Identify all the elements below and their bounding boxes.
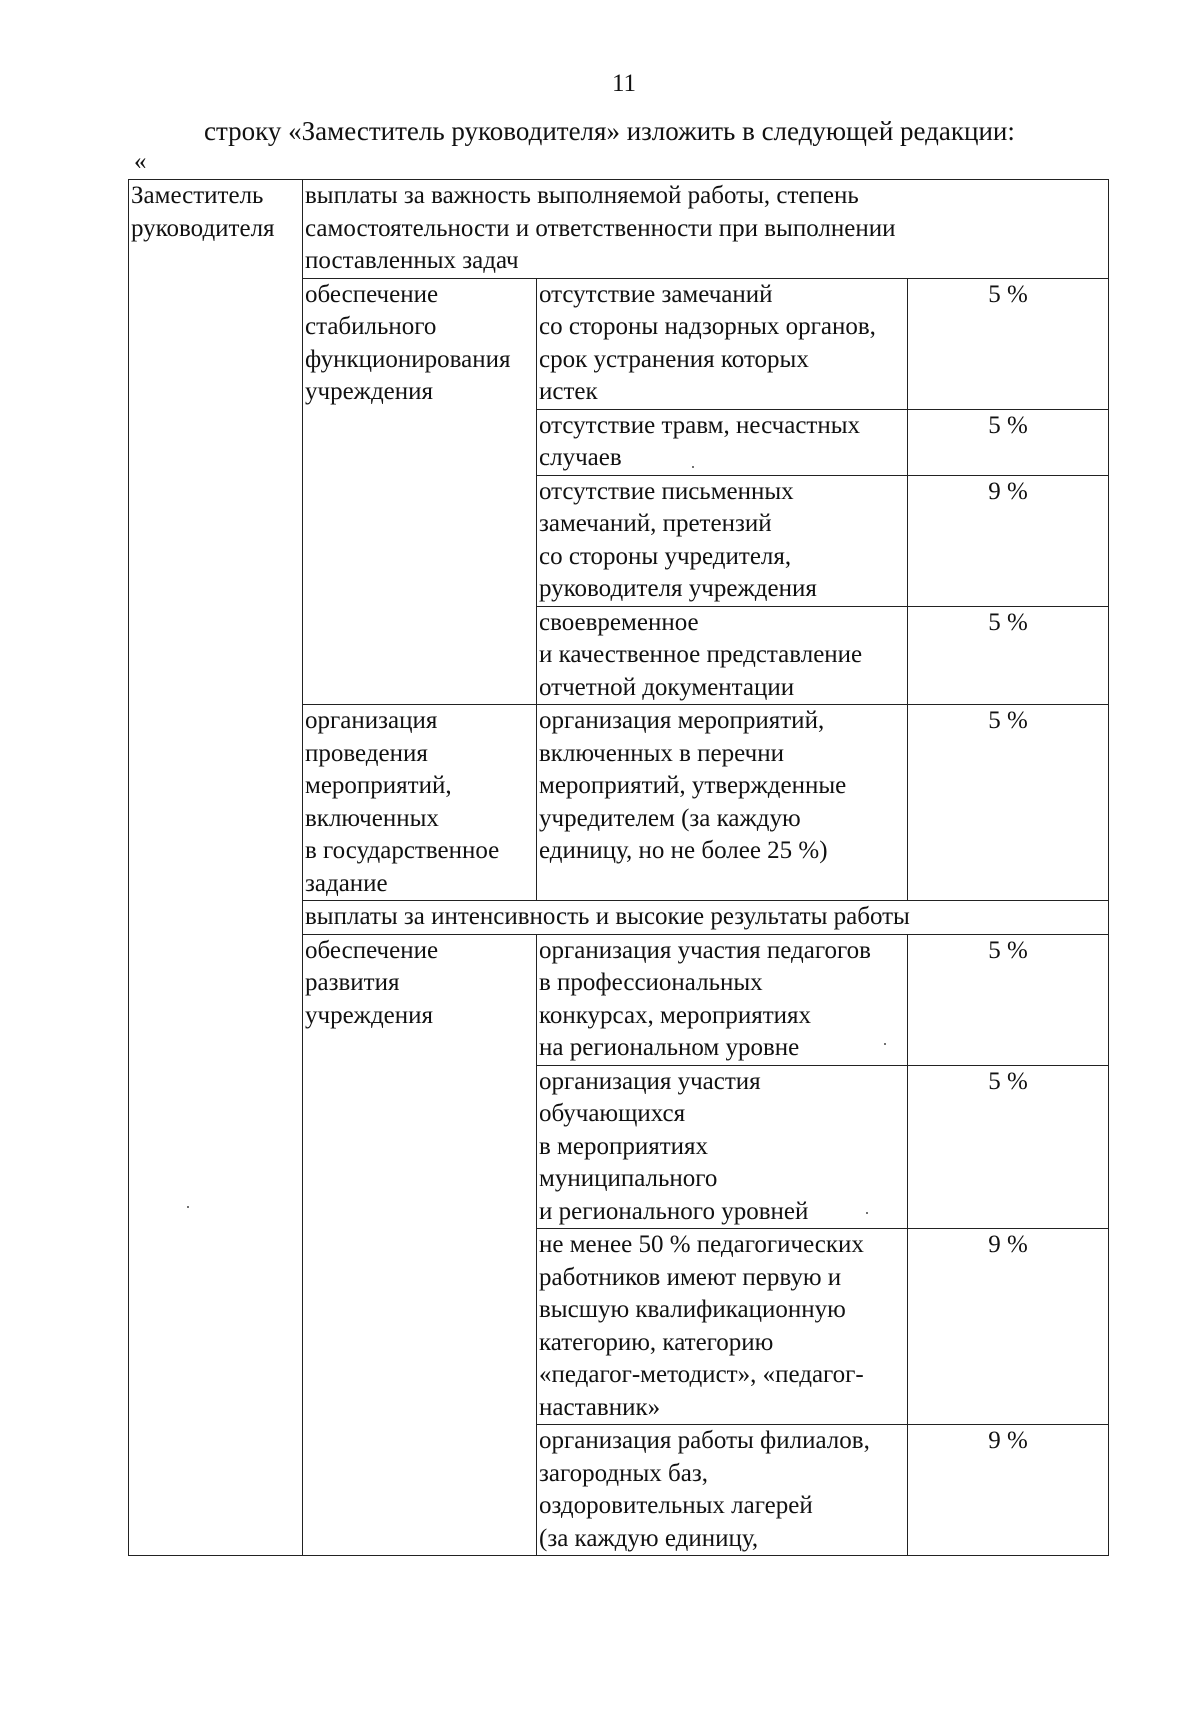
criterion-cell: обеспечение стабильного функционирования учреждения <box>303 278 537 705</box>
section-heading-row <box>129 180 1109 279</box>
condition-cell: отсутствие замечаний со стороны надзорных органов, срок устранения которых истек <box>537 278 908 409</box>
condition-cell: организация участия обучающихся в мероприятиях муниципального и регионального уровней <box>537 1065 908 1229</box>
percent-cell: 9 % <box>908 1229 1109 1425</box>
condition-cell: организация работы филиалов, загородных баз, оздоровительных лагерей (за каждую единицу, <box>537 1425 908 1556</box>
intro-text: строку «Заместитель руководителя» изложить в следующей редакции: <box>204 116 1015 146</box>
scan-speck <box>884 1043 886 1045</box>
condition-cell: своевременное и качественное представление отчетной документации <box>537 606 908 705</box>
section-heading: выплаты за важность выполняемой работы, степень самостоятельности и ответственности при выполнении поставленных задач <box>303 180 1109 279</box>
scan-speck <box>187 1206 189 1208</box>
condition-cell: отсутствие письменных замечаний, претензий со стороны учредителя, руководителя учреждения <box>537 475 908 606</box>
percent-cell: 5 % <box>908 1065 1109 1229</box>
scan-speck <box>866 1212 868 1214</box>
percent-cell: 5 % <box>908 409 1109 475</box>
percent-cell: 5 % <box>908 705 1109 901</box>
criterion-cell: организация проведения мероприятий, включенных в государственное задание <box>303 705 537 901</box>
percent-cell: 5 % <box>908 934 1109 1065</box>
percent-cell: 9 % <box>908 1425 1109 1556</box>
percent-cell: 5 % <box>908 606 1109 705</box>
condition-cell: отсутствие травм, несчастных случаев <box>537 409 908 475</box>
condition-cell: организация мероприятий, включенных в перечни мероприятий, утвержденные учредителем (за каждую единицу, но не более 25 %) <box>537 705 908 901</box>
percent-cell: 9 % <box>908 475 1109 606</box>
opening-quote: « <box>134 148 147 175</box>
position-title: Заместитель руководителя <box>129 180 303 1556</box>
percent-cell: 5 % <box>908 278 1109 409</box>
condition-cell: не менее 50 % педагогических работников имеют первую и высшую квалификационную категорию, категорию «педагог-методист», «педагог- наставник» <box>537 1229 908 1425</box>
page-number: 11 <box>611 70 637 97</box>
criterion-cell: обеспечение развития учреждения <box>303 934 537 1556</box>
payments-table <box>128 179 1109 1556</box>
scan-speck <box>692 466 694 468</box>
section-heading: выплаты за интенсивность и высокие результаты работы <box>303 901 1109 935</box>
condition-cell: организация участия педагогов в профессиональных конкурсах, мероприятиях на региональном уровне <box>537 934 908 1065</box>
